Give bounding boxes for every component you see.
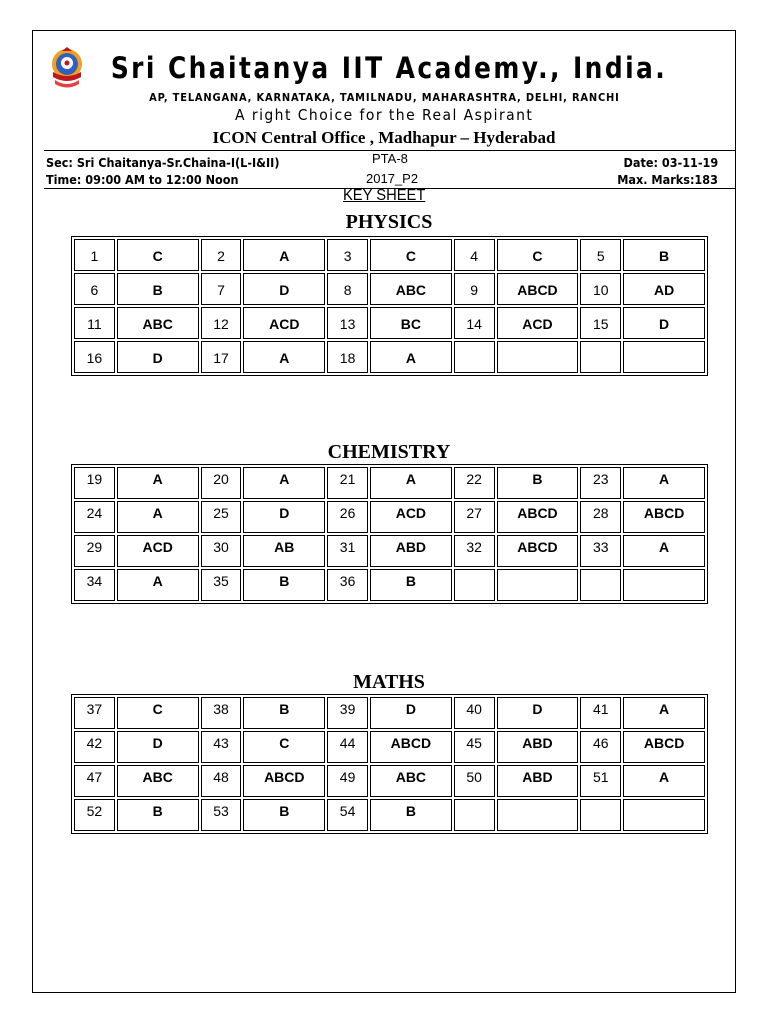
answer-key: B <box>497 467 579 499</box>
physics-key-table <box>71 236 708 376</box>
table-row <box>74 535 705 567</box>
answer-key: A <box>243 467 325 499</box>
question-number: 23 <box>580 467 621 499</box>
question-number: 22 <box>454 467 495 499</box>
answer-key: ABCD <box>497 273 579 305</box>
answer-key: B <box>243 697 325 729</box>
question-number: 25 <box>201 501 242 533</box>
question-number: 20 <box>201 467 242 499</box>
question-number: 26 <box>327 501 368 533</box>
date-info: Date: 03-11-19 <box>623 155 718 170</box>
question-number <box>454 799 495 831</box>
section-title-physics: PHYSICS <box>345 211 433 233</box>
question-number: 49 <box>327 765 368 797</box>
question-number: 5 <box>580 239 621 271</box>
question-number: 36 <box>327 569 368 601</box>
question-number: 14 <box>454 307 495 339</box>
answer-key: C <box>497 239 579 271</box>
question-number: 19 <box>74 467 115 499</box>
table-row <box>74 239 705 271</box>
question-number: 44 <box>327 731 368 763</box>
answer-key: ABCD <box>370 731 452 763</box>
answer-key <box>497 569 579 601</box>
answer-key <box>623 569 705 601</box>
question-number: 32 <box>454 535 495 567</box>
question-number: 10 <box>580 273 621 305</box>
question-number: 53 <box>201 799 242 831</box>
section-info: Sec: Sri Chaitanya-Sr.Chaina-I(L-I&II) <box>46 155 280 170</box>
answer-key: C <box>117 697 199 729</box>
academy-title: Sri Chaitanya IIT Academy., India. <box>110 51 668 85</box>
answer-key: B <box>370 799 452 831</box>
answer-key <box>623 799 705 831</box>
key-sheet-label: KEY SHEET <box>342 187 426 204</box>
question-number: 45 <box>454 731 495 763</box>
section-title-chemistry: CHEMISTRY <box>327 441 451 463</box>
question-number: 8 <box>327 273 368 305</box>
chemistry-key-table <box>71 464 708 604</box>
answer-key <box>623 341 705 373</box>
question-number: 4 <box>454 239 495 271</box>
question-number: 52 <box>74 799 115 831</box>
answer-key: ABCD <box>497 535 579 567</box>
answer-key: B <box>117 799 199 831</box>
tagline: A right Choice for the Real Aspirant <box>235 106 534 124</box>
test-code: PTA-8 <box>372 151 408 166</box>
question-number: 43 <box>201 731 242 763</box>
answer-key: B <box>370 569 452 601</box>
answer-key: A <box>370 341 452 373</box>
answer-key: A <box>623 697 705 729</box>
answer-key <box>497 341 579 373</box>
answer-key: D <box>370 697 452 729</box>
answer-key: A <box>243 341 325 373</box>
question-number: 21 <box>327 467 368 499</box>
question-number: 42 <box>74 731 115 763</box>
question-number: 30 <box>201 535 242 567</box>
table-row <box>74 765 705 797</box>
question-number: 50 <box>454 765 495 797</box>
table-row <box>74 341 705 373</box>
table-row <box>74 569 705 601</box>
maths-key-table <box>71 694 708 834</box>
answer-key: ABCD <box>623 731 705 763</box>
answer-key: BC <box>370 307 452 339</box>
question-number: 35 <box>201 569 242 601</box>
answer-key: B <box>243 569 325 601</box>
answer-key: A <box>117 501 199 533</box>
table-row <box>74 697 705 729</box>
question-number: 16 <box>74 341 115 373</box>
answer-key <box>497 799 579 831</box>
question-number: 40 <box>454 697 495 729</box>
question-number: 28 <box>580 501 621 533</box>
answer-key: D <box>117 341 199 373</box>
question-number <box>454 341 495 373</box>
question-number: 54 <box>327 799 368 831</box>
question-number: 34 <box>74 569 115 601</box>
question-number: 13 <box>327 307 368 339</box>
answer-key: D <box>623 307 705 339</box>
answer-key: ACD <box>370 501 452 533</box>
question-number <box>580 341 621 373</box>
answer-key: ABCD <box>497 501 579 533</box>
answer-key: AB <box>243 535 325 567</box>
question-number: 6 <box>74 273 115 305</box>
answer-key: ABD <box>497 731 579 763</box>
question-number: 46 <box>580 731 621 763</box>
answer-key: D <box>117 731 199 763</box>
states-line: AP, TELANGANA, KARNATAKA, TAMILNADU, MAHARASHTRA, DELHI, RANCHI <box>149 91 620 104</box>
answer-key: C <box>243 731 325 763</box>
answer-key: B <box>243 799 325 831</box>
question-number: 37 <box>74 697 115 729</box>
max-marks: Max. Marks:183 <box>617 172 718 187</box>
answer-key: A <box>117 467 199 499</box>
table-row <box>74 799 705 831</box>
answer-key: A <box>623 535 705 567</box>
section-title-maths: MATHS <box>353 671 425 693</box>
question-number: 33 <box>580 535 621 567</box>
question-number: 11 <box>74 307 115 339</box>
question-number <box>580 799 621 831</box>
answer-key: ABC <box>117 307 199 339</box>
question-number: 29 <box>74 535 115 567</box>
answer-key: ABD <box>370 535 452 567</box>
question-number <box>454 569 495 601</box>
question-number: 1 <box>74 239 115 271</box>
paper-code: 2017_P2 <box>366 171 419 186</box>
table-row <box>74 273 705 305</box>
answer-key: C <box>117 239 199 271</box>
answer-key: D <box>243 501 325 533</box>
answer-key: ACD <box>117 535 199 567</box>
question-number: 39 <box>327 697 368 729</box>
time-info: Time: 09:00 AM to 12:00 Noon <box>46 172 239 187</box>
question-number: 24 <box>74 501 115 533</box>
question-number: 51 <box>580 765 621 797</box>
answer-key: ABC <box>370 273 452 305</box>
question-number: 15 <box>580 307 621 339</box>
answer-key: C <box>370 239 452 271</box>
answer-key: A <box>623 467 705 499</box>
answer-key: ABC <box>117 765 199 797</box>
question-number <box>580 569 621 601</box>
answer-key: A <box>117 569 199 601</box>
table-row <box>74 307 705 339</box>
question-number: 9 <box>454 273 495 305</box>
answer-key: ABC <box>370 765 452 797</box>
table-row <box>74 467 705 499</box>
answer-key: ABCD <box>243 765 325 797</box>
answer-key: ACD <box>243 307 325 339</box>
answer-key: ABD <box>497 765 579 797</box>
question-number: 47 <box>74 765 115 797</box>
answer-key: ABCD <box>623 501 705 533</box>
answer-key: A <box>370 467 452 499</box>
table-row <box>74 501 705 533</box>
answer-key: B <box>623 239 705 271</box>
answer-key: AD <box>623 273 705 305</box>
question-number: 7 <box>201 273 242 305</box>
table-row <box>74 731 705 763</box>
answer-key: ACD <box>497 307 579 339</box>
question-number: 3 <box>327 239 368 271</box>
answer-key: B <box>117 273 199 305</box>
question-number: 48 <box>201 765 242 797</box>
question-number: 18 <box>327 341 368 373</box>
answer-key: A <box>623 765 705 797</box>
question-number: 38 <box>201 697 242 729</box>
question-number: 41 <box>580 697 621 729</box>
question-number: 31 <box>327 535 368 567</box>
office-line: ICON Central Office , Madhapur – Hyderabad <box>212 128 556 147</box>
question-number: 27 <box>454 501 495 533</box>
answer-key: D <box>243 273 325 305</box>
question-number: 2 <box>201 239 242 271</box>
answer-key: D <box>497 697 579 729</box>
question-number: 12 <box>201 307 242 339</box>
question-number: 17 <box>201 341 242 373</box>
answer-key: A <box>243 239 325 271</box>
